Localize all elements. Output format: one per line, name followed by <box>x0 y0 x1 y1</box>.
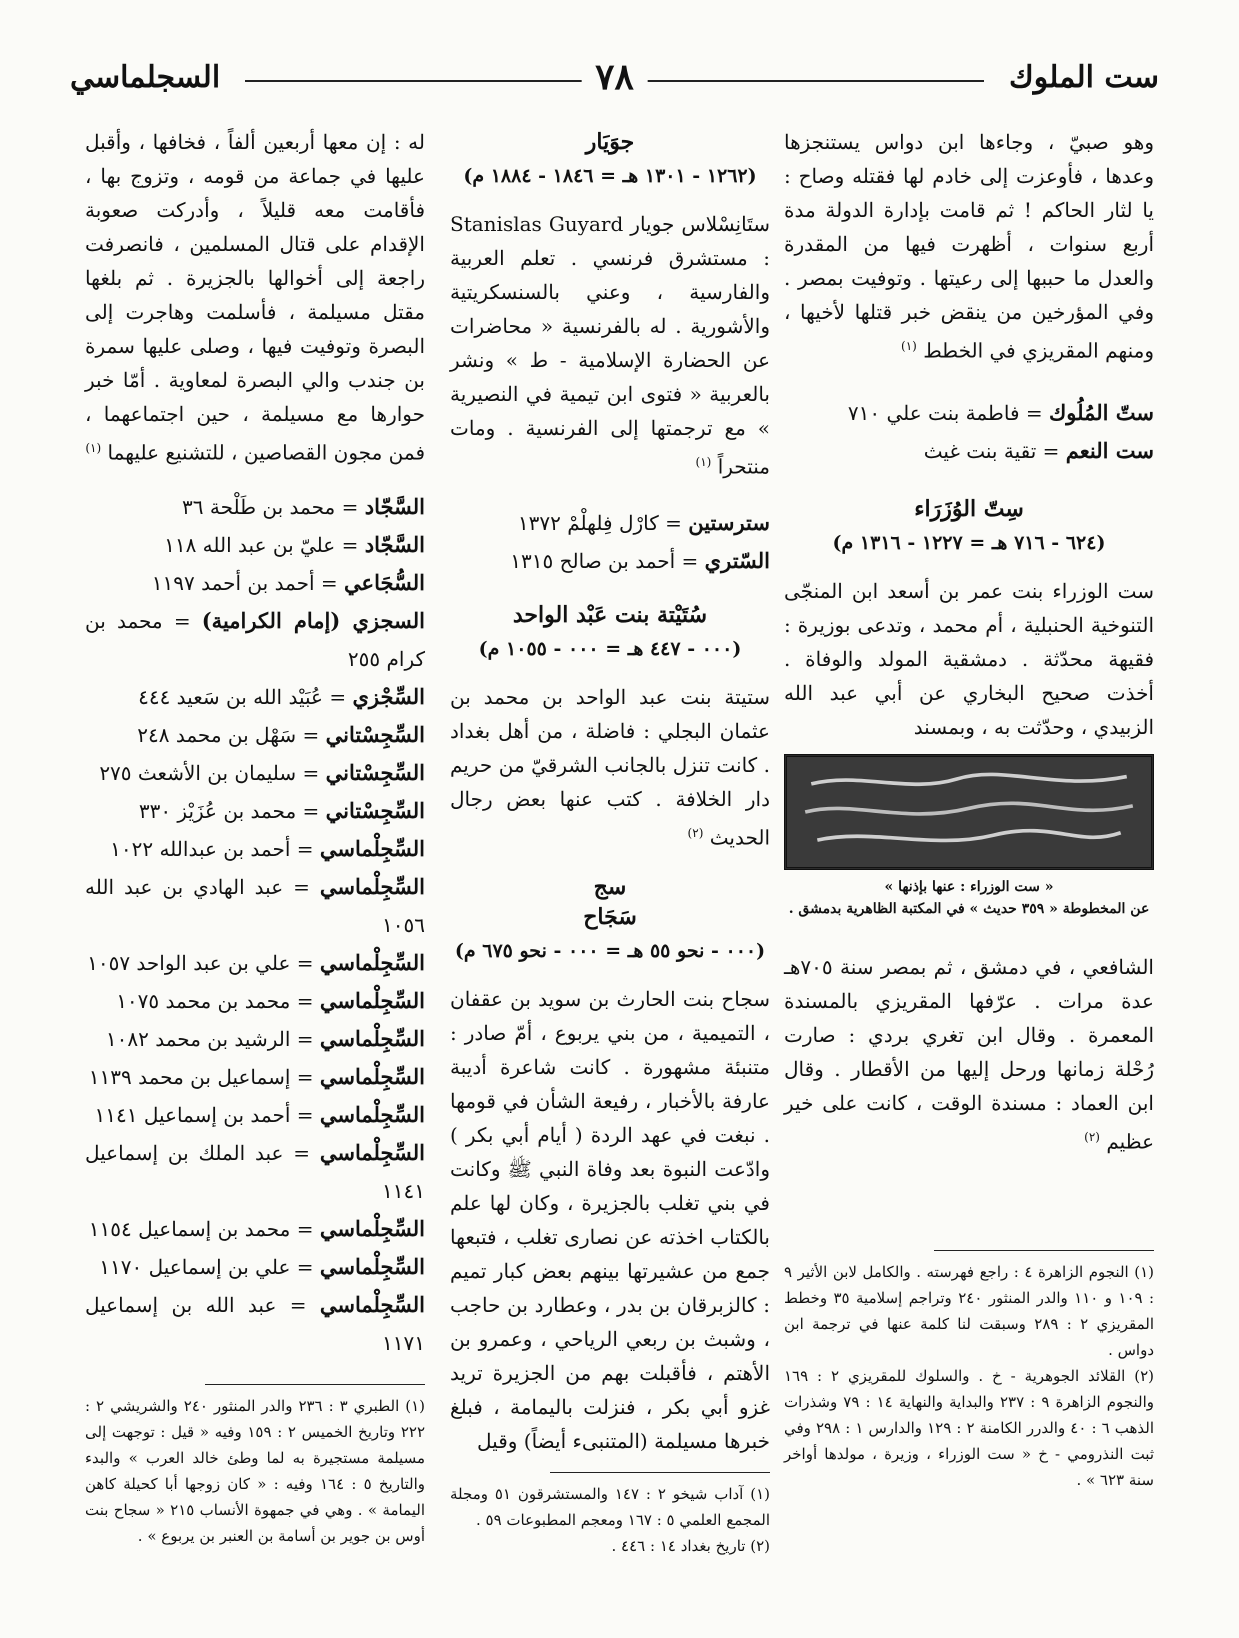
cross-reference <box>85 1096 425 1134</box>
footnote: (١) الطبري ٣ : ٢٣٦ والدر المنثور ٢٤٠ والشريشي ٢ : ٢٢٢ وتاريخ الخميس ٢ : ١٥٩ وفيه « قيل : توجهت إلى مسيلمة مستجيرة به لما وطئ خالد العرب » والبدء والتاريخ ٥ : ١٦٤ وفيه : « كان زوجها أبا كحيلة كاهن اليمامة » . وهي في جمهوة الأنساب ٢١٥ « سجاح بنت أوس بن جوير بن أسامة بن العنبر بن يربوع » . <box>85 1396 426 1545</box>
cross-reference <box>85 944 425 982</box>
entry-target: = أحمد بن صالح ١٣١٥ <box>510 548 699 573</box>
image-caption-source: عن المخطوطة « ٣٥٩ حديث » في المكتبة الظاهرية بدمشق . <box>788 900 1150 917</box>
paragraph <box>85 125 425 470</box>
entry-target: = محمد بن طَلْحة ٣٦ <box>182 494 359 519</box>
cross-reference-list <box>85 488 425 1362</box>
entry-name: السّتري <box>704 547 770 573</box>
paragraph <box>450 207 770 484</box>
entry-name: السُّجَاعي <box>344 569 425 595</box>
entry-target: = عبد الملك بن إسماعيل ١١٤١ <box>85 1140 425 1203</box>
section-letter-heading: سج <box>593 874 627 901</box>
entry-target: = أحمد بن إسماعيل ١١٤١ <box>94 1102 314 1127</box>
entry-target: = سليمان بن الأشعث ٢٧٥ <box>99 760 320 785</box>
entry-name: السِّجِلْماسي <box>319 1063 425 1089</box>
entry-name: السجزي (إمام الكرامية) <box>201 607 425 633</box>
cross-reference <box>85 526 425 564</box>
page-number: ٧٨ <box>581 56 648 98</box>
entry-target: = فاطمة بنت علي ٧١٠ <box>847 400 1043 425</box>
cross-reference <box>85 488 425 526</box>
entry-heading: سَجَاح <box>583 904 637 931</box>
cross-reference <box>85 564 425 602</box>
paragraph: ست الوزراء بنت عمر بن أسعد ابن المنجّى التنوخية الحنبلية ، أم محمد ، وتدعى بوزيرة : فقيهة محدّثة . دمشقية المولد والوفاة . أخذت صحيح البخاري عن أبي عبد الله الزبيدي ، وحدّثت به ، وبمسند <box>784 578 1154 739</box>
cross-reference <box>85 716 425 754</box>
cross-reference <box>85 982 425 1020</box>
cross-reference <box>85 754 425 792</box>
footnote: (١) آداب شيخو ٢ : ١٤٧ والمستشرقون ٥١ ومجلة المجمع العلمي ٥ : ١٦٧ ومعجم المطبوعات ٥٩ . <box>450 1485 770 1530</box>
cross-reference <box>85 1210 425 1248</box>
entry-name: سترستين <box>688 509 770 535</box>
entry-name: ستّ المُلُوك <box>1048 399 1154 425</box>
entry-target: = كارْل فِلهلْمْ ١٣٧٢ <box>517 510 682 535</box>
entry-heading: جوَيَار <box>585 129 635 155</box>
entry-name: السِّجِلْماسي <box>319 1101 425 1127</box>
footnote-marker: (٢) <box>687 825 704 840</box>
footnote-rule <box>934 1250 1154 1251</box>
image-caption: « ست الوزراء : عنها بإذنها » <box>884 878 1054 895</box>
entry-target: = تقية بنت غيث <box>923 438 1060 463</box>
paragraph <box>450 680 770 855</box>
entry-name: ست النعم <box>1065 437 1154 463</box>
paragraph-text: الشافعي ، في دمشق ، ثم بمصر سنة ٧٠٥هـ عدة مرات . عرّفها المقريزي بالمسندة المعمرة . وقال ابن تغري بردي : صارت رُحْلة زمانها ورحل إليها من الأقطار . وقال ابن العماد : مسندة الوقت ، كانت على خير عظيم <box>784 954 1154 1154</box>
entry-dates: (٠٠٠ - نحو ٥٥ هـ = ٠٠٠ - نحو ٦٧٥ م) <box>454 940 766 963</box>
entry-dates: (٦٢٤ - ٧١٦ هـ = ١٢٢٧ - ١٣١٦ م) <box>832 531 1106 554</box>
cross-reference <box>85 602 425 678</box>
footnote: (٢) تاريخ بغداد ١٤ : ٤٤٦ . <box>611 1537 770 1556</box>
running-title-left: السجلماسي <box>70 60 221 95</box>
footnote: (٢) القلائد الجوهرية - خ . والسلوك للمقريزي ٢ : ١٦٩ والنجوم الزاهرة ٩ : ٢٣٧ والبداية والنهاية ١٤ : ٧٩ وشذرات الذهب ٦ : ٤٠ والدرر الكامنة ٢ : ١٢٩ والدارس ١ : ٢٩٨ وفي ثبت النذرومي - خ « ست الوزراء ، وزيرة ، مولدها أواخر سنة ٦٢٣ » . <box>784 1367 1155 1490</box>
entry-name: السِّجِلْماسي <box>319 835 425 861</box>
footnote-rule <box>205 1384 425 1385</box>
entry-name: السِّجِسْتاني <box>325 797 425 823</box>
entry-name: السِّجِلْماسي <box>319 873 425 899</box>
entry-name: السِّجِسْتاني <box>325 759 425 785</box>
entry-name: السِّجِلْماسي <box>319 949 425 975</box>
entry-name: السِّجِلْماسي <box>319 1139 425 1165</box>
footnote-rule <box>550 1472 770 1473</box>
cross-reference <box>450 542 770 580</box>
entry-dates: (٠٠٠ - ٤٤٧ هـ = ٠٠٠ - ١٠٥٥ م) <box>478 637 742 660</box>
cross-reference <box>85 1020 425 1058</box>
cross-reference <box>85 792 425 830</box>
paragraph-text: ستيتة بنت عبد الواحد بن محمد بن عثمان البجلي : فاضلة ، من أهل بغداد . كانت تنزل بالجانب الشرقيّ من حريم دار الخلافة . كتب عنها بعض رجال الحديث <box>450 684 770 850</box>
paragraph-text: ستَانِسْلاس جويار Stanislas Guyard : مستشرق فرنسي . تعلم العربية والفارسية ، وعني بالسنسكريتية والأشورية . له بالفرنسية « محاضرات عن الحضارة الإسلامية - ط » ونشر بالعربية « فتوى ابن تيمية في النصيرية » مع ترجمتها إلى الفرنسية . ومات منتحراً <box>450 212 770 479</box>
entry-target: = محمد بن كرام ٢٥٥ <box>85 608 425 671</box>
entry-target: = الرشيد بن محمد ١٠٨٢ <box>105 1026 314 1051</box>
entry-name: السِّجِلْماسي <box>319 1025 425 1051</box>
entry-name: السَّجّاد <box>364 493 425 519</box>
entry-heading: سُتَيْتة بنت عَبْد الواحد <box>512 601 708 628</box>
column-middle <box>450 125 770 1559</box>
entry-target: = سَهْل بن محمد ٢٤٨ <box>137 722 320 747</box>
paragraph-text: له : إن معها أربعين ألفاً ، فخافها ، وأقبل عليها في جماعة من قومه ، وتزوج بها ، فأقامت معه قليلاً ، وأدركت صعوبة الإقدام على قتال المسلمين ، فانصرفت راجعة إلى أخوالها بالجزيرة . ثم بلغها مقتل مسيلمة ، فأسلمت وهاجرت إلى البصرة وتوفيت فيها ، وصلى عليها سمرة بن جندب والي البصرة لمعاوية . أمّا خبر حوارها مع مسيلمة ، حين اجتماعهما ، فمن مجون القصاصين ، للتشنيع عليهما <box>85 130 425 465</box>
entry-target: = إسماعيل بن محمد ١١٣٩ <box>88 1064 314 1089</box>
cross-reference <box>85 868 425 944</box>
entry-target: = عُبَيْد الله بن سَعيد ٤٤٤ <box>138 684 347 709</box>
entry-target: = علي بن عبد الواحد ١٠٥٧ <box>87 950 314 975</box>
manuscript-image <box>784 754 1154 870</box>
footnote: (١) النجوم الزاهرة ٤ : راجع فهرسته . والكامل لابن الأثير ٩ : ١٠٩ و ١١٠ والدر المنثور ٢٤٠ وتراجم إسلامية ٣٥ وخطط المقريزي ٢ : ٢٨٩ وسبقت لنا كلمة عنها في ترجمة ابن دواس . <box>784 1263 1155 1360</box>
footnote-marker: (٢) <box>1084 1129 1100 1144</box>
cross-reference <box>85 1248 425 1286</box>
cross-reference <box>85 1134 425 1210</box>
cross-reference <box>85 1286 425 1362</box>
page-header <box>70 56 1159 100</box>
paragraph: سجاح بنت الحارث بن سويد بن عقفان ، التميمية ، من بني يربوع ، أمّ صادر : متنبئة مشهورة . كانت شاعرة أديبة عارفة بالأخبار ، رفيعة الشأن في قومها . نبغت في عهد الردة ( أيام أبي بكر ) وادّعت النبوة بعد وفاة النبي ﷺ وكانت في بني تغلب بالجزيرة ، وكان لها علم بالكتاب اخذته عن نصارى تغلب ، فتبعها جمع من عشيرتها بينهم بعض كبار تميم : كالزبرقان بن بدر ، وعطارد بن حاجب ، وشبث بن ربعي الرياحي ، وعمرو بن الأهتم ، فأقبلت بهم من الجزيرة تريد غزو أبي بكر ، فنزلت باليمامة ، فبلغ خبرها مسيلمة (المتنبىء أيضاً) وقيل <box>450 987 770 1454</box>
cross-reference <box>85 678 425 716</box>
cross-reference <box>784 394 1154 432</box>
entry-target: = عبد الله بن إسماعيل ١١٧١ <box>85 1292 425 1355</box>
entry-target: = أحمد بن أحمد ١١٩٧ <box>151 570 338 595</box>
cross-reference <box>784 432 1154 470</box>
paragraph <box>784 125 1154 368</box>
cross-reference <box>85 830 425 868</box>
entry-name: السِّجِلْماسي <box>319 1291 425 1317</box>
entry-heading: سِتّ الوُزَرَاء <box>914 495 1024 522</box>
entry-name: السَّجّاد <box>364 531 425 557</box>
footnote-marker: (١) <box>695 455 712 469</box>
entry-name: السِّجْزي <box>352 683 425 709</box>
entry-target: = محمد بن محمد ١٠٧٥ <box>116 988 314 1013</box>
paragraph-text: وهو صبيّ ، وجاءها ابن دواس يستنجزها وعدها ، فأوعزت إلى خادم لها فقتله وصاح : يا لثار الحاكم ! ثم قامت بإدارة الدولة مدة أربع سنوات ، أظهرت فيها من المقدرة والعدل ما حببها إلى رعيتها . وتوفيت بمصر . وفي المؤرخين من ينقض خبر قتلها لأخيها ، ومنهم المقريزي في الخطط <box>784 130 1154 363</box>
paragraph <box>784 950 1154 1159</box>
entry-target: = علي بن إسماعيل ١١٧٠ <box>99 1254 314 1279</box>
entry-name: السِّجِلْماسي <box>319 1253 425 1279</box>
entry-name: السِّجِلْماسي <box>319 1215 425 1241</box>
column-right <box>784 125 1154 1493</box>
entry-target: = عليّ بن عبد الله ١١٨ <box>164 532 359 557</box>
footnote-marker: (١) <box>85 441 102 455</box>
entry-target: = محمد بن عُزَيْز ٣٣٠ <box>138 798 320 823</box>
entry-target: = أحمد بن عبدالله ١٠٢٢ <box>110 836 314 861</box>
running-title-right: ست الملوك <box>1008 60 1159 95</box>
entry-target: = محمد بن إسماعيل ١١٥٤ <box>88 1216 314 1241</box>
entry-name: السِّجِلْماسي <box>319 987 425 1013</box>
footnote-marker: (١) <box>901 339 917 353</box>
cross-reference <box>450 504 770 542</box>
column-left <box>85 125 425 1549</box>
entry-dates: (١٢٦٢ - ١٣٠١ هـ = ١٨٤٦ - ١٨٨٤ م) <box>463 165 757 187</box>
entry-target: = عبد الهادي بن عبد الله ١٠٥٦ <box>85 874 425 937</box>
entry-name: السِّجِسْتاني <box>325 721 425 747</box>
cross-reference <box>85 1058 425 1096</box>
